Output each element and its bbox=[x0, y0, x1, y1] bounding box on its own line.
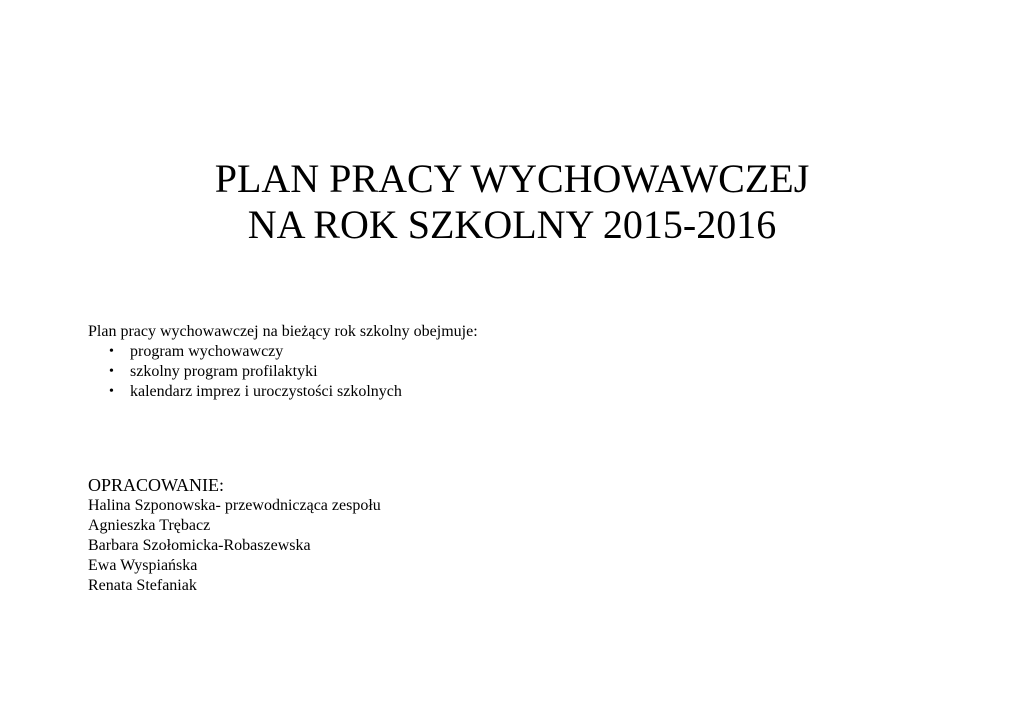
title-line-2: NA ROK SZKOLNY 2015-2016 bbox=[247, 202, 777, 247]
author-name: Halina Szponowska- przewodnicząca zespołu bbox=[88, 497, 381, 514]
author-name: Agnieszka Trębacz bbox=[88, 517, 211, 534]
authors-list bbox=[88, 496, 381, 596]
author-name: Barbara Szołomicka-Robaszewska bbox=[88, 537, 311, 554]
plan-contents-list bbox=[105, 342, 402, 402]
bullet-icon: • bbox=[109, 364, 114, 379]
author-name: Ewa Wyspiańska bbox=[88, 557, 198, 574]
intro-paragraph: Plan pracy wychowawczej na bieżący rok szkolny obejmuje: bbox=[88, 323, 478, 340]
title-line-1: PLAN PRACY WYCHOWAWCZEJ bbox=[214, 156, 810, 201]
list-item-text: szkolny program profilaktyki bbox=[130, 363, 318, 380]
bullet-icon: • bbox=[109, 344, 114, 359]
list-item bbox=[105, 382, 402, 402]
bullet-icon: • bbox=[109, 384, 114, 399]
list-item bbox=[105, 362, 402, 382]
authors-heading: OPRACOWANIE: bbox=[88, 475, 225, 495]
list-item-text: program wychowawczy bbox=[130, 343, 284, 360]
list-item bbox=[105, 342, 402, 362]
document-title bbox=[0, 156, 1024, 248]
list-item-text: kalendarz imprez i uroczystości szkolnych bbox=[130, 383, 402, 400]
author-name: Renata Stefaniak bbox=[88, 577, 197, 594]
